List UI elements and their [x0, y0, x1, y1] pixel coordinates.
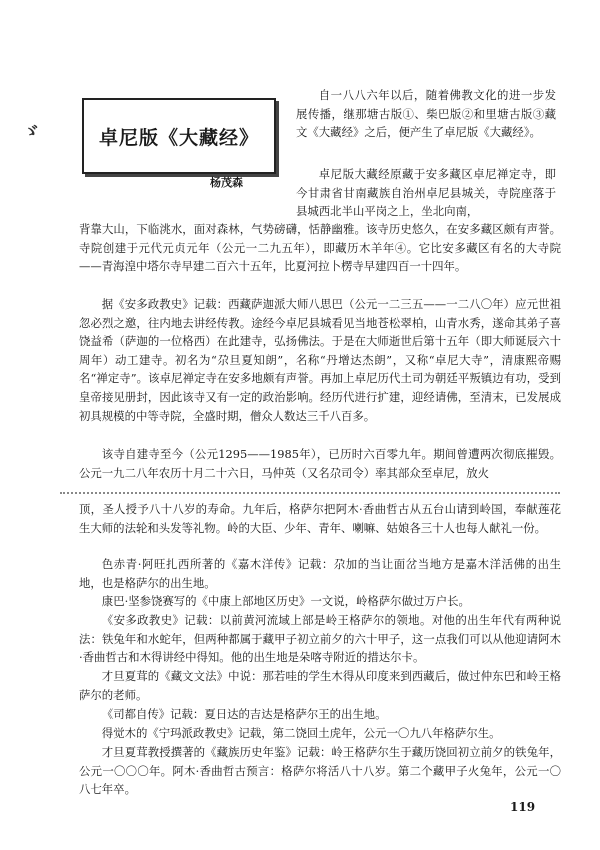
- paragraph-location-cont: 背靠大山，下临洮水，面对森林，气势磅礴，恬静幽雅。该寺历史悠久，在安多藏区颇有声誉。寺院创建于元代元贞元年（公元一二九五年），即藏历木羊年④。它比安多藏区有名的大寺院——青海湟中塔尔寺早建二百六十五年，比夏河拉卜楞寺早建四百一十四年。: [79, 222, 561, 274]
- paragraph-history: 据《安多政教史》记载：西藏萨迦派大师八思巴（公元一二三五——一二八〇年）应元世祖忽必烈之邀，往内地去讲经传教。途经今卓尼县城看见当地苍松翠柏，山青水秀，遂命其弟子喜饶益希（萨迦的一位格西）在此建寺，弘扬佛法。于是在大师逝世后第十五年（即大师诞辰六十周年）动工建寺。初名为“尕旦夏知朗”，名称“丹增达杰朗”，又称“卓尼大寺”，清康熙帝赐名“禅定寺”。该卓尼禅定寺在安多地颇有声誉。再加上卓尼历代土司为朝廷平叛镇边有功，受到皇帝接见册封，因此该寺又有一定的政治影响。经历代进行扩建，迎经请佛，至清末，已发展成初具规模的中等寺院，全盛时期，僧众人数达三千八百多。: [79, 297, 561, 423]
- paragraph-amdo-history: 《安多政教史》记载：以前黄河流域上部是岭王格萨尔的领地。对他的出生年代有两种说法：铁兔年和水蛇年，但两种都属于藏甲子初立前夕的六十甲子，这一点我们可以从他迎请阿木·香曲哲古和木得讲经中得知。他的出生地是朵喀寺附近的措达尔卡。: [79, 613, 561, 665]
- paragraph-situ: 《司都自传》记载：夏日达的吉达是格萨尔王的出生地。: [101, 707, 387, 721]
- article-author: 杨茂森: [210, 176, 243, 189]
- paragraph-jamyang: 色赤青·阿旺扎西所著的《嘉木洋传》记载：尕加的当让面岔当地方是嘉木洋活佛的出生地，也是格萨尔的出生地。: [79, 557, 561, 590]
- paragraph-grammar: 才旦夏茸的《藏文文法》中说：那若哇的学生木得从印度来到西藏后，做过仲东巴和岭王格萨尔的老师。: [79, 669, 561, 702]
- margin-mark: ゞ: [22, 122, 40, 143]
- page-separator: [60, 492, 560, 494]
- paragraph-destruction: 该寺自建寺至今（公元1295——1985年），已历时六百零九年。期间曾遭两次彻底摧毁。公元一九二八年农历十月二十六日，马仲英（又名尕司令）率其部众至卓尼，放火: [79, 447, 561, 480]
- article-title-box: [82, 98, 276, 174]
- paragraph-yearbook: 才旦夏茸教授撰著的《藏族历史年鉴》记载：岭王格萨尔生于藏历饶回初立前夕的铁兔年，公元一〇〇〇年。阿木·香曲哲古预言：格萨尔将活八十八岁。第二个藏甲子火兔年，公元一〇八七年卒。: [79, 745, 561, 797]
- article-title: 卓尼版《大藏经》: [98, 126, 259, 149]
- paragraph-gesar-lifespan: 顶，圣人授予八十八岁的寿命。九年后，格萨尔把阿木·香曲哲古从五台山请到岭国，奉献莲花生大师的法轮和头发等礼物。岭的大臣、少年、青年、喇嘛、姑娘各三十人也每人献礼一份。: [79, 502, 561, 535]
- paragraph-kham-history: 康巴·坚参饶赛写的《中康上部地区历史》一文说，岭格萨尔做过万户长。: [101, 594, 470, 608]
- page-number: 119: [510, 800, 536, 814]
- paragraph-intro: 自一八八六年以后，随着佛教文化的进一步发展传播，继那塘古版①、柴巴版②和里塘古版③藏文《大藏经》之后，便产生了卓尼版《大藏经》。: [296, 88, 556, 140]
- paragraph-nyingma: 得觉木的《宁玛派政教史》记载，第二饶回土虎年，公元一〇九八年格萨尔生。: [101, 726, 501, 740]
- paragraph-location: 卓尼版大藏经原藏于安多藏区卓尼禅定寺，即今甘肃省甘南藏族自治州卓尼县城关，寺院座落于县城西北半山平岗之上，坐北向南，: [296, 167, 556, 219]
